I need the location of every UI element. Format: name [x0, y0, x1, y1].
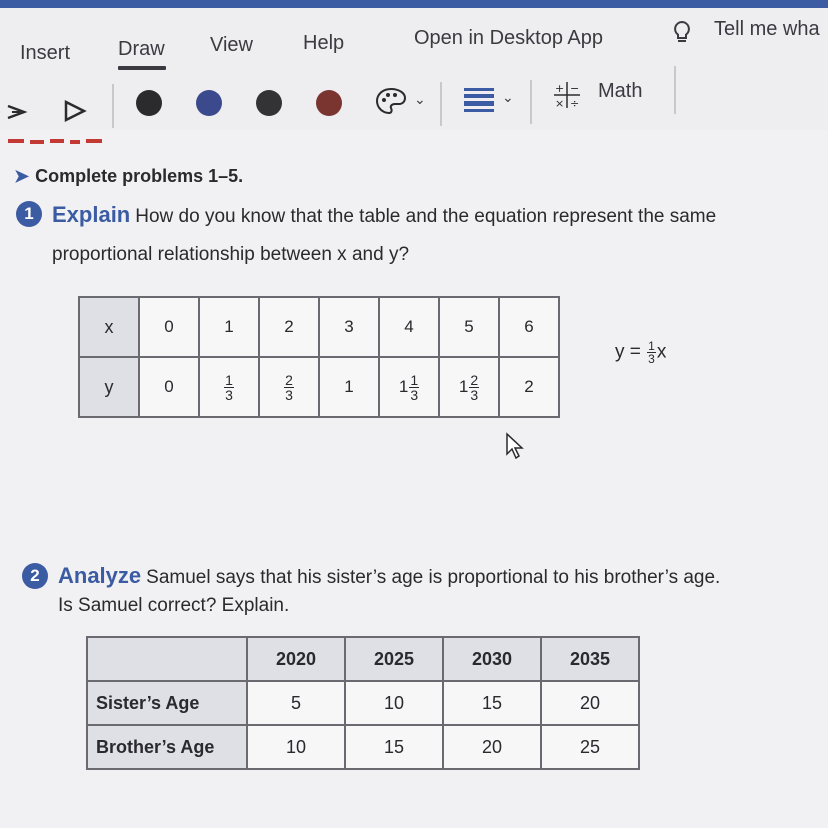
y-cell — [199, 357, 259, 417]
red-heading-fragment — [4, 137, 124, 147]
numerator: 2 — [285, 371, 293, 388]
table-header-row — [87, 637, 639, 681]
age-cell: 25 — [541, 725, 639, 769]
question-1-line-1 — [52, 199, 716, 233]
chevron-down-icon[interactable]: ⌄ — [502, 90, 514, 106]
arrow-icon: ➤ — [14, 166, 30, 186]
y-cell — [259, 357, 319, 417]
age-cell: 15 — [443, 681, 541, 725]
toolbar-divider — [440, 82, 442, 126]
svg-text:÷: ÷ — [570, 97, 580, 110]
tab-help[interactable]: Help — [303, 32, 345, 54]
numerator: 1 — [225, 371, 233, 388]
svg-text:×: × — [555, 97, 565, 110]
y-cell — [439, 357, 499, 417]
question-2-keyword: Analyze — [58, 563, 142, 588]
open-in-desktop-app-button[interactable]: Open in Desktop App — [414, 27, 604, 49]
fraction — [284, 373, 294, 402]
denominator: 3 — [470, 386, 479, 403]
directive — [14, 166, 243, 187]
tell-me-search[interactable]: Tell me wha — [714, 18, 820, 40]
question-2-line-1 — [58, 560, 720, 594]
denominator: 3 — [410, 386, 419, 403]
y-cell: 1 — [319, 357, 379, 417]
toolbar-divider — [674, 66, 676, 114]
equation-variable: x — [656, 341, 667, 363]
table-row-y — [79, 357, 559, 417]
question-number-2: 2 — [22, 563, 48, 589]
toolbar-divider — [112, 84, 114, 128]
eraser-icon[interactable] — [62, 98, 92, 128]
whole-part: 1 — [398, 377, 409, 396]
title-bar-edge — [0, 0, 828, 8]
equation-numerator: 1 — [648, 339, 655, 353]
tab-draw[interactable]: Draw — [118, 38, 165, 60]
x-cell: 0 — [139, 297, 199, 357]
age-table — [86, 636, 640, 770]
svg-text:+: + — [555, 82, 565, 95]
row-label: Brother’s Age — [87, 725, 247, 769]
year-header: 2030 — [443, 637, 541, 681]
numerator: 2 — [470, 371, 479, 388]
stroke-thickness-icon[interactable] — [462, 84, 496, 118]
fraction — [409, 373, 419, 402]
question-1-text: How do you know that the table and the equation represent the same — [135, 206, 717, 227]
toolbar-divider — [530, 80, 532, 124]
corner-cell — [87, 637, 247, 681]
x-cell: 5 — [439, 297, 499, 357]
y-cell: 0 — [139, 357, 199, 417]
pen-maroon-icon[interactable] — [316, 90, 342, 116]
palette-icon[interactable] — [374, 86, 408, 120]
denominator: 3 — [285, 386, 293, 403]
question-2-line-2: Is Samuel correct? Explain. — [58, 595, 290, 616]
tab-insert[interactable]: Insert — [20, 42, 71, 64]
ribbon — [0, 0, 828, 130]
numerator: 1 — [410, 371, 419, 388]
age-cell: 10 — [345, 681, 443, 725]
pen-navy-icon[interactable] — [196, 90, 222, 116]
age-cell: 20 — [443, 725, 541, 769]
equation — [615, 340, 666, 365]
question-1-keyword: Explain — [52, 202, 131, 227]
fraction — [469, 373, 479, 402]
question-1-line-2: proportional relationship between x and y? — [52, 244, 410, 265]
mouse-pointer-icon — [505, 432, 527, 464]
table-row-sister — [87, 681, 639, 725]
x-cell: 2 — [259, 297, 319, 357]
age-cell: 20 — [541, 681, 639, 725]
x-cell: 1 — [199, 297, 259, 357]
pen-darkgray-icon[interactable] — [256, 90, 282, 116]
x-header: x — [79, 297, 139, 357]
denominator: 3 — [225, 386, 233, 403]
table-row-brother — [87, 725, 639, 769]
table-row-x — [79, 297, 559, 357]
svg-text:−: − — [570, 82, 580, 95]
age-cell: 15 — [345, 725, 443, 769]
math-icon[interactable] — [552, 80, 582, 114]
tab-view[interactable]: View — [210, 34, 253, 56]
xy-table — [78, 296, 560, 418]
lasso-select-icon[interactable] — [6, 100, 34, 128]
equation-lhs: y = — [615, 341, 641, 363]
year-header: 2035 — [541, 637, 639, 681]
question-number-1: 1 — [16, 201, 42, 227]
row-label: Sister’s Age — [87, 681, 247, 725]
x-cell: 6 — [499, 297, 559, 357]
chevron-down-icon[interactable]: ⌄ — [414, 92, 426, 108]
whole-part: 1 — [458, 377, 469, 396]
y-header: y — [79, 357, 139, 417]
pen-black-icon[interactable] — [136, 90, 162, 116]
x-cell: 4 — [379, 297, 439, 357]
equation-coefficient — [647, 340, 656, 365]
age-cell: 5 — [247, 681, 345, 725]
directive-text: Complete problems 1–5. — [35, 166, 244, 186]
equation-denominator: 3 — [648, 352, 655, 366]
year-header: 2020 — [247, 637, 345, 681]
y-cell: 2 — [499, 357, 559, 417]
age-cell: 10 — [247, 725, 345, 769]
active-tab-indicator — [118, 66, 166, 70]
lightbulb-icon[interactable] — [672, 20, 692, 50]
fraction — [224, 373, 234, 402]
year-header: 2025 — [345, 637, 443, 681]
y-cell — [379, 357, 439, 417]
math-button-label[interactable]: Math — [598, 80, 643, 102]
x-cell: 3 — [319, 297, 379, 357]
question-2-text: Samuel says that his sister’s age is proportional to his brother’s age. — [146, 567, 721, 588]
